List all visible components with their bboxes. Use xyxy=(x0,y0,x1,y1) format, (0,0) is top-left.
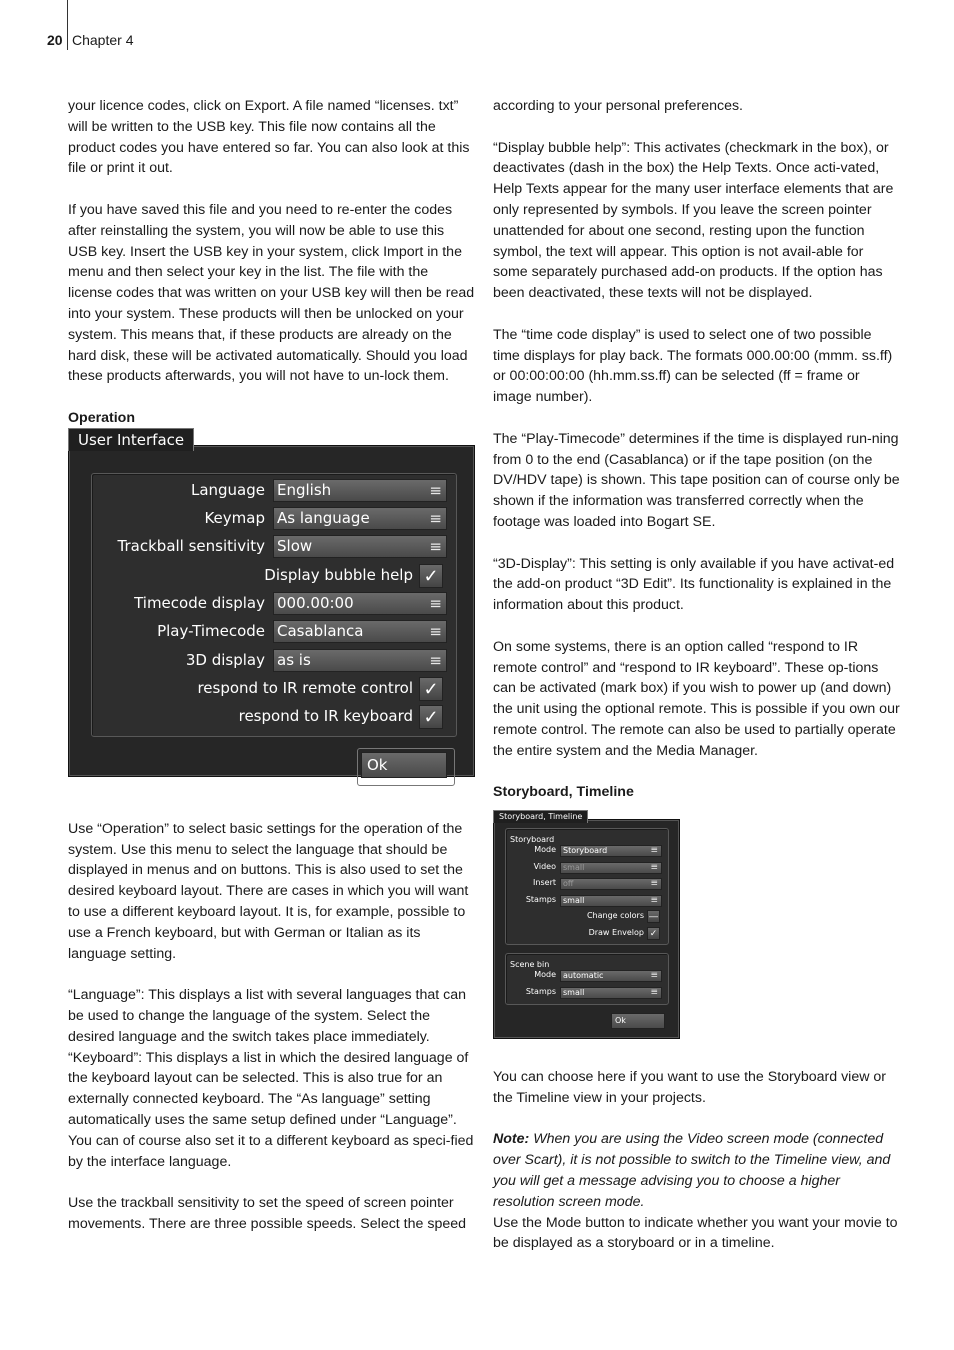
setting-label: Language xyxy=(190,481,265,500)
dropdown-stamps[interactable] xyxy=(560,895,662,907)
note-text: When you are using the Video screen mode (connected over Scart), it is not possible to switch to the Timeline view, and you will get a message advising you to choose a higher resolution screen mode. xyxy=(493,1131,891,1210)
dropdown-language[interactable] xyxy=(273,479,447,502)
dropdown-value: small xyxy=(563,987,585,997)
setting-row-keymap xyxy=(69,507,447,531)
note-label: Note: xyxy=(493,1131,530,1148)
setting-label: Timecode display xyxy=(134,594,265,613)
dropdown-value: small xyxy=(563,862,585,872)
checkbox[interactable]: ✓ xyxy=(647,927,660,940)
setting-label: Change colors xyxy=(586,911,644,921)
group-label-scene-bin: Scene bin xyxy=(510,960,550,970)
setting-row-draw-envelop xyxy=(494,927,660,940)
menu-icon: ≡ xyxy=(650,970,658,981)
storyboard-timeline-dialog xyxy=(493,812,680,1039)
dropdown-value: automatic xyxy=(563,970,604,980)
setting-row-display-bubble-help xyxy=(69,564,443,588)
setting-label: Keymap xyxy=(204,509,265,528)
setting-row-stamps xyxy=(494,894,662,907)
dropdown-mode[interactable] xyxy=(560,970,662,982)
paragraph: “Display bubble help”: This activates (checkmark in the box), or deactivates (dash in the box) the Help Texts. Once acti-vated, Help Texts appear for the many user interface elements that are only represented by symbols. If you leave the screen pointer unattended for about one second, resting upon the function symbol, the text will appear. This option is not avail-able for some separately purchased add-on products. If the option has been deactivated, these texts will not be displayed. xyxy=(493,139,894,302)
checkbox[interactable]: — xyxy=(649,911,658,922)
dropdown-video[interactable] xyxy=(560,862,662,874)
setting-row-change-colors xyxy=(494,910,660,923)
dropdown-value: as is xyxy=(277,651,311,670)
checkbox[interactable]: ✓ xyxy=(419,705,443,729)
section-heading-storyboard: Storyboard, Timeline xyxy=(493,784,634,801)
menu-icon: ≡ xyxy=(429,594,442,613)
setting-row-video xyxy=(494,861,662,874)
ok-button[interactable]: Ok xyxy=(611,1013,665,1029)
paragraph: Use “Operation” to select basic settings for the operation of the system. Use this menu to select the language that should be displayed in menus and on buttons. This is also used to set the desired keyboard layout. There are cases in which you will want to use a different keyboard layout. It is, for example, possible to use a French keyboard, but with German or Italian as its language setting. xyxy=(68,820,469,962)
paragraph: The “Play-Timecode” determines if the time is displayed run-ning from 0 to the end (Casablanca) or if the tape position (on the DV/HDV tape) is shown. This tape position can of course only be shown if the information was transferred correctly when the footage was loaded into Bogart SE. xyxy=(493,430,900,530)
dialog-tab-storyboard: Storyboard, Timeline xyxy=(493,810,588,823)
menu-icon: ≡ xyxy=(429,481,442,500)
setting-label: respond to IR remote control xyxy=(197,679,413,698)
setting-label: Play-Timecode xyxy=(157,622,265,641)
setting-label: Mode xyxy=(534,970,556,980)
dropdown-value: 000.00:00 xyxy=(277,594,354,613)
setting-label: Stamps xyxy=(525,987,556,997)
dropdown-keymap[interactable] xyxy=(273,507,447,530)
paragraph: “Language”: This displays a list with several languages that can be used to change the language of the system. Select the desired language and the switch takes place immediately. xyxy=(68,987,467,1045)
menu-icon: ≡ xyxy=(429,537,442,556)
menu-icon: ≡ xyxy=(429,509,442,528)
menu-icon: ≡ xyxy=(650,845,658,856)
paragraph: The “time code display” is used to select one of two possible time displays for play back. The formats 000.00:00 (mmm. ss.ff) or 00:00:00:00 (hh.mm.ss.ff) can be selected (ff = frame or image number). xyxy=(493,326,893,406)
dropdown-play-timecode[interactable] xyxy=(273,620,447,643)
dropdown-value: Storyboard xyxy=(563,845,608,855)
dropdown-timecode-display[interactable] xyxy=(273,592,447,615)
setting-row-timecode-display xyxy=(69,592,447,616)
user-interface-dialog xyxy=(68,430,475,777)
setting-row-mode xyxy=(494,844,662,857)
setting-label: Insert xyxy=(533,878,556,888)
note-paragraph xyxy=(493,1129,901,1212)
menu-icon: ≡ xyxy=(650,987,658,998)
dropdown-value: English xyxy=(277,481,332,500)
setting-row-language xyxy=(69,479,447,503)
paragraph: Use the Mode button to indicate whether you want your movie to be displayed as a storyboard or in a timeline. xyxy=(493,1214,898,1252)
dropdown-trackball-sensitivity[interactable] xyxy=(273,535,447,558)
setting-row-stamps xyxy=(494,986,662,999)
dropdown-stamps[interactable] xyxy=(560,987,662,999)
paragraph: Use the trackball sensitivity to set the speed of screen pointer movements. There are three possible speeds. Select the speed xyxy=(68,1195,467,1232)
setting-row-mode xyxy=(494,969,662,982)
menu-icon: ≡ xyxy=(429,622,442,641)
setting-label: 3D display xyxy=(185,651,265,670)
setting-row-respond-to-ir-remote-control xyxy=(69,677,443,701)
setting-label: Mode xyxy=(534,845,556,855)
paragraph: according to your personal preferences. xyxy=(493,98,743,114)
page-number: 20 xyxy=(47,32,63,48)
setting-row-play-timecode xyxy=(69,620,447,644)
setting-row-trackball-sensitivity xyxy=(69,535,447,559)
setting-label: Stamps xyxy=(525,895,556,905)
menu-icon: ≡ xyxy=(650,895,658,906)
setting-label: respond to IR keyboard xyxy=(238,707,413,726)
setting-row-3d-display xyxy=(69,649,447,673)
checkbox[interactable]: ✓ xyxy=(419,677,443,701)
setting-label: Display bubble help xyxy=(264,566,413,585)
menu-icon: ≡ xyxy=(429,651,442,670)
dropdown-value: small xyxy=(563,895,585,905)
dropdown-value: Casablanca xyxy=(277,622,364,641)
dropdown-mode[interactable] xyxy=(560,845,662,857)
dialog-tab-user-interface: User Interface xyxy=(68,428,194,451)
setting-row-insert xyxy=(494,877,662,890)
ok-button[interactable]: Ok xyxy=(361,752,447,778)
chapter-title: Chapter 4 xyxy=(72,32,134,48)
right-column xyxy=(493,96,901,1275)
header-rule xyxy=(67,0,68,50)
paragraph: If you have saved this file and you need to re-enter the codes after reinstalling the system, you will now be able to use this USB key. Insert the USB key in your system, click Import in the menu and then select your key in the list. The file with the license codes that was written on your USB key will then be read into your system. These products will then be unlocked on your system. This means that, if these products are already on the hard disk, these will be activated automatically. Should you load these products afterwards, you will not have to un-lock them. xyxy=(68,201,475,385)
setting-row-respond-to-ir-keyboard xyxy=(69,705,443,729)
paragraph: your licence codes, click on Export. A file named “licenses. txt” will be written to the USB key. This file now contains all the product codes you have entered so far. You can also look at this file or print it out. xyxy=(68,98,470,177)
paragraph: You can choose here if you want to use the Storyboard view or the Timeline view in your projects. xyxy=(493,1069,887,1106)
dropdown-3d-display[interactable] xyxy=(273,649,447,672)
menu-icon: ≡ xyxy=(650,878,658,889)
dropdown-value: Slow xyxy=(277,537,313,556)
paragraph: “Keyboard”: This displays a list in which the desired language of the keyboard layout can be selected. This is also true for an externally connected keyboard. The “As language” setting automatically uses the same setup defined under “Language”. You can of course also set it to a different keyboard as speci-fied by the interface language. xyxy=(68,1049,474,1170)
dropdown-value: off xyxy=(563,878,574,888)
left-column xyxy=(68,96,476,1255)
menu-icon: ≡ xyxy=(650,862,658,873)
paragraph: On some systems, there is an option called “respond to IR remote control” and “respond to IR keyboard”. These op-tions can be activated (mark box) if you wish to power up (and down) the unit using the optional remote. This is possible if you own our remote control. The remote can also be used to partially operate the entire system and the Media Manager. xyxy=(493,638,900,759)
group-label-storyboard: Storyboard xyxy=(510,835,555,845)
dropdown-value: As language xyxy=(277,509,370,528)
setting-label: Trackball sensitivity xyxy=(117,537,265,556)
paragraph: “3D-Display”: This setting is only available if you have activat-ed the add-on product “3D Edit”. Its functionality is explained in the information about this product. xyxy=(493,555,895,614)
checkbox[interactable]: ✓ xyxy=(419,564,443,588)
setting-label: Draw Envelop xyxy=(588,928,644,938)
setting-label: Video xyxy=(533,862,556,872)
section-heading-operation: Operation xyxy=(68,409,136,426)
dropdown-insert[interactable] xyxy=(560,878,662,890)
